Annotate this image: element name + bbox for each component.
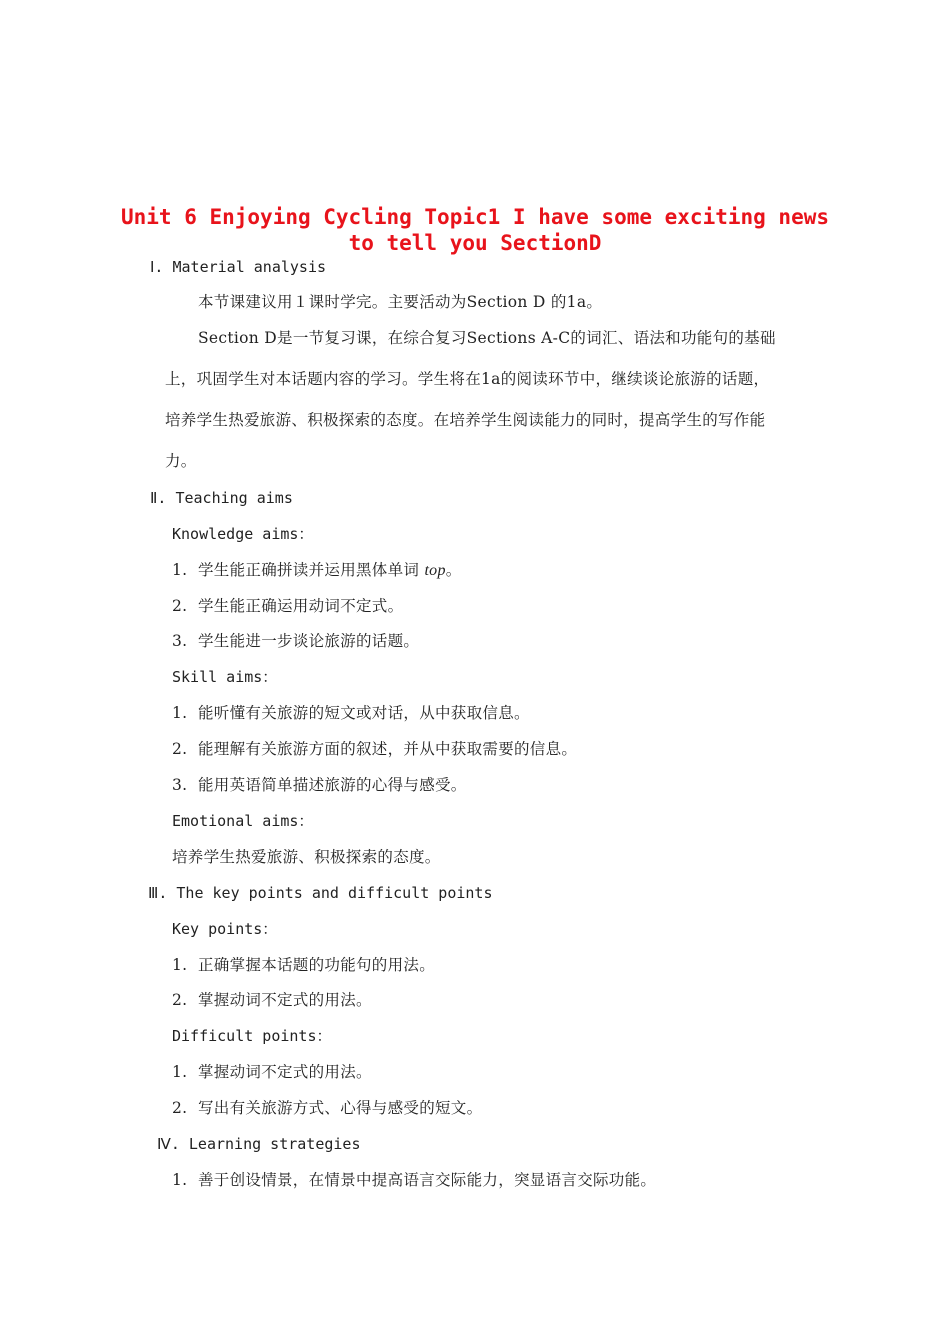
material-paragraph-1: 本节课建议用１课时学完。主要活动为Section D 的1a。 — [198, 293, 603, 311]
item-number: 3. — [172, 776, 188, 794]
item-text: 学生能正确运用动词不定式。 — [198, 597, 404, 615]
material-paragraph-2-line-1: Section D是一节复习课，在综合复习Sections A-C的词汇、语法和功能句的基础 — [198, 329, 776, 347]
knowledge-aim-item — [172, 560, 462, 581]
item-number: 1. — [172, 956, 188, 974]
skill-aim-item — [172, 703, 530, 723]
knowledge-aim-item — [172, 631, 419, 651]
skill-aims-label: Skill aims： — [172, 668, 278, 686]
item-text: 掌握动词不定式的用法。 — [198, 1063, 372, 1081]
material-paragraph-2-line-4: 力。 — [165, 452, 197, 470]
item-text: 能听懂有关旅游的短文或对话，从中获取信息。 — [198, 704, 530, 722]
item-text: 正确掌握本话题的功能句的用法。 — [198, 956, 436, 974]
skill-aim-item — [172, 775, 467, 795]
bold-word: top — [424, 562, 446, 579]
section-1-heading: Ⅰ. Material analysis — [150, 258, 327, 276]
section-4-heading: Ⅳ. Learning strategies — [157, 1135, 361, 1153]
emotional-aim-text: 培养学生热爱旅游、积极探索的态度。 — [172, 848, 441, 866]
item-number: 1. — [172, 1063, 188, 1081]
title-line-1: Unit 6 Enjoying Cycling Topic1 I have some exciting news — [120, 205, 829, 229]
key-points-label: Key points： — [172, 920, 278, 938]
item-text: 能用英语简单描述旅游的心得与感受。 — [198, 776, 467, 794]
title-line-2: to tell you SectionD — [348, 231, 602, 255]
item-text: 善于创设情景，在情景中提高语言交际能力，突显语言交际功能。 — [198, 1171, 657, 1189]
item-number: 3. — [172, 632, 188, 650]
section-3-heading: Ⅲ. The key points and difficult points — [148, 884, 493, 902]
emotional-aims-label: Emotional aims： — [172, 812, 314, 830]
item-text: 学生能正确拼读并运用黑体单词 — [198, 561, 425, 579]
item-number: 2. — [172, 991, 188, 1009]
strategy-item — [172, 1170, 656, 1190]
item-text: 学生能进一步谈论旅游的话题。 — [198, 632, 420, 650]
item-text: 能理解有关旅游方面的叙述，并从中获取需要的信息。 — [198, 740, 578, 758]
item-tail: 。 — [445, 561, 462, 579]
skill-aim-item — [172, 739, 577, 759]
item-number: 1. — [172, 704, 188, 722]
item-number: 1. — [172, 1171, 188, 1189]
knowledge-aims-label: Knowledge aims： — [172, 525, 314, 543]
difficult-point-item — [172, 1062, 372, 1082]
item-number: 2. — [172, 740, 188, 758]
difficult-points-label: Difficult points： — [172, 1027, 332, 1045]
difficult-point-item — [172, 1098, 482, 1118]
key-point-item — [172, 990, 372, 1010]
item-number: 1. — [172, 561, 188, 579]
section-2-heading: Ⅱ. Teaching aims — [150, 489, 293, 507]
knowledge-aim-item — [172, 596, 403, 616]
material-paragraph-2-line-3: 培养学生热爱旅游、积极探索的态度。在培养学生阅读能力的同时，提高学生的写作能 — [165, 411, 766, 429]
key-point-item — [172, 955, 435, 975]
item-text: 掌握动词不定式的用法。 — [198, 991, 372, 1009]
item-text: 写出有关旅游方式、心得与感受的短文。 — [198, 1099, 483, 1117]
item-number: 2. — [172, 597, 188, 615]
material-paragraph-2-line-2: 上，巩固学生对本话题内容的学习。学生将在1a的阅读环节中，继续谈论旅游的话题， — [165, 370, 770, 388]
item-number: 2. — [172, 1099, 188, 1117]
